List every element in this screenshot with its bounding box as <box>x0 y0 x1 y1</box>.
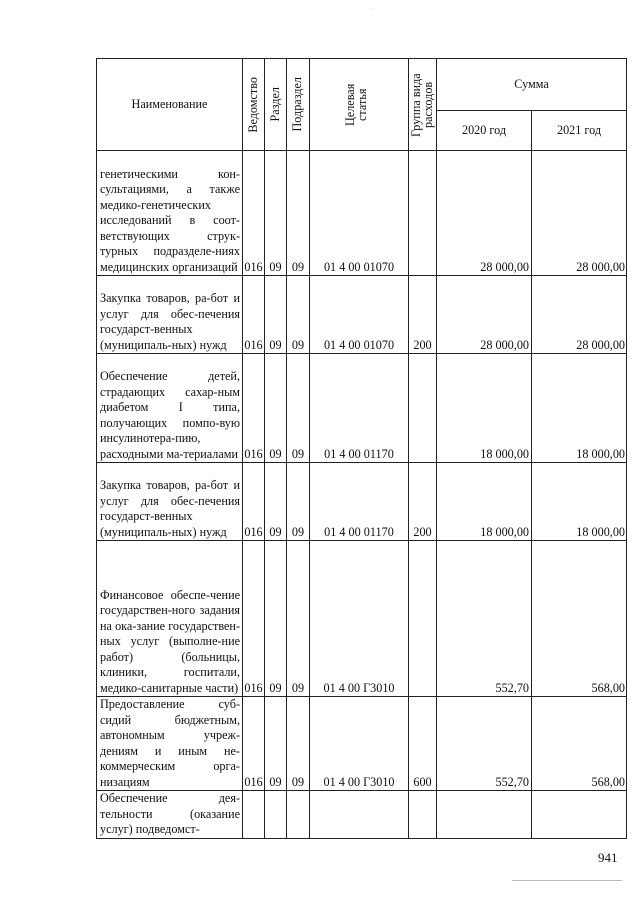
row-gruppa-cell <box>409 354 437 463</box>
header-year-2020: 2020 год <box>437 111 532 151</box>
header-vedomstvo-text: Ведомство <box>245 76 260 133</box>
header-summa: Сумма <box>437 59 627 111</box>
row-razdel-cell: 09 <box>265 463 287 541</box>
budget-table <box>96 58 627 839</box>
row-podrazdel-cell: 09 <box>287 354 310 463</box>
header-razdel <box>265 59 287 151</box>
row-gruppa-cell: 600 <box>409 697 437 791</box>
row-celevaya-statya-cell: 01 4 00 01070 <box>310 151 409 276</box>
row-celevaya-statya-cell: 01 4 00 01170 <box>310 463 409 541</box>
row-sum-2020-cell: 552,70 <box>437 541 532 697</box>
row-podrazdel-cell: 09 <box>287 541 310 697</box>
row-razdel-cell: 09 <box>265 354 287 463</box>
table-body <box>97 151 627 839</box>
row-vedomstvo-cell: 016 <box>243 697 265 791</box>
row-razdel-cell <box>265 791 287 839</box>
row-name-cell: Предоставление суб-сидий бюджетным, автономным учреж-дениям и иным не-коммерческим орга-низациям <box>97 697 243 791</box>
row-sum-2021-cell: 568,00 <box>532 697 627 791</box>
header-razdel-text: Раздел <box>267 87 282 122</box>
row-sum-2021-cell: 28 000,00 <box>532 151 627 276</box>
table-row <box>97 354 627 463</box>
header-name: Наименование <box>97 59 243 151</box>
row-name-cell: Закупка товаров, ра-бот и услуг для обес-печения государст-венных (муниципаль-ных) нужд <box>97 463 243 541</box>
table-row <box>97 463 627 541</box>
row-razdel-cell: 09 <box>265 541 287 697</box>
row-gruppa-cell <box>409 791 437 839</box>
row-gruppa-cell: 200 <box>409 463 437 541</box>
page-number: 941 <box>598 850 618 865</box>
row-razdel-cell: 09 <box>265 697 287 791</box>
row-sum-2020-cell <box>437 791 532 839</box>
table-row <box>97 791 627 839</box>
row-celevaya-statya-cell: 01 4 00 Г3010 <box>310 697 409 791</box>
row-podrazdel-cell: 09 <box>287 697 310 791</box>
table-row <box>97 276 627 354</box>
table-row <box>97 697 627 791</box>
row-sum-2020-cell: 28 000,00 <box>437 151 532 276</box>
row-sum-2021-cell: 18 000,00 <box>532 354 627 463</box>
row-name-cell: генетическими кон-сультациями, а также медико-генетических исследований в соот-ветствующих струк-турных подразделе-ниях медицинских организаций <box>97 151 243 276</box>
row-sum-2020-cell: 28 000,00 <box>437 276 532 354</box>
header-year-2021: 2021 год <box>532 111 627 151</box>
row-podrazdel-cell: 09 <box>287 463 310 541</box>
row-razdel-cell: 09 <box>265 276 287 354</box>
row-sum-2020-cell: 18 000,00 <box>437 354 532 463</box>
row-vedomstvo-cell: 016 <box>243 541 265 697</box>
table-row <box>97 151 627 276</box>
table-row <box>97 541 627 697</box>
header-podrazdel-text: Подраздел <box>290 77 305 132</box>
row-vedomstvo-cell: 016 <box>243 276 265 354</box>
row-vedomstvo-cell: 016 <box>243 463 265 541</box>
scan-mark: · <box>372 6 374 12</box>
row-sum-2021-cell <box>532 791 627 839</box>
row-name-cell: Обеспечение дея-тельности (оказание услуг) подведомст- <box>97 791 243 839</box>
row-name-cell: Обеспечение детей, страдающих сахар-ным диабетом I типа, получающих помпо-вую инсулинотера-пию, расходными ма-териалами <box>97 354 243 463</box>
row-podrazdel-cell: 09 <box>287 276 310 354</box>
row-podrazdel-cell: 09 <box>287 151 310 276</box>
header-vedomstvo <box>243 59 265 151</box>
row-sum-2021-cell: 28 000,00 <box>532 276 627 354</box>
row-razdel-cell: 09 <box>265 151 287 276</box>
header-celevaya-statya-text: Целевая статья <box>343 83 369 126</box>
header-gruppa-vida-rashodov <box>409 59 437 151</box>
row-sum-2020-cell: 18 000,00 <box>437 463 532 541</box>
header-podrazdel <box>287 59 310 151</box>
row-celevaya-statya-cell: 01 4 00 01070 <box>310 276 409 354</box>
row-sum-2020-cell: 552,70 <box>437 697 532 791</box>
row-gruppa-cell: 200 <box>409 276 437 354</box>
row-vedomstvo-cell <box>243 791 265 839</box>
header-gruppa-text: Группа вида расходов <box>408 72 435 137</box>
row-name-cell: Закупка товаров, ра-бот и услуг для обес-печения государст-венных (муниципаль-ных) нужд <box>97 276 243 354</box>
row-celevaya-statya-cell: 01 4 00 Г3010 <box>310 541 409 697</box>
header-celevaya-statya <box>310 59 409 151</box>
row-sum-2021-cell: 568,00 <box>532 541 627 697</box>
row-celevaya-statya-cell <box>310 791 409 839</box>
row-name-cell: Финансовое обеспе-чение государствен-ного задания на ока-зание государствен-ных услуг (выполне-ние работ) (больницы, клиники, госпитали, медико-санитарные части) <box>97 541 243 697</box>
row-sum-2021-cell: 18 000,00 <box>532 463 627 541</box>
row-gruppa-cell <box>409 151 437 276</box>
row-celevaya-statya-cell: 01 4 00 01170 <box>310 354 409 463</box>
row-vedomstvo-cell: 016 <box>243 151 265 276</box>
row-vedomstvo-cell: 016 <box>243 354 265 463</box>
bottom-rule <box>512 880 622 881</box>
row-podrazdel-cell <box>287 791 310 839</box>
row-gruppa-cell <box>409 541 437 697</box>
